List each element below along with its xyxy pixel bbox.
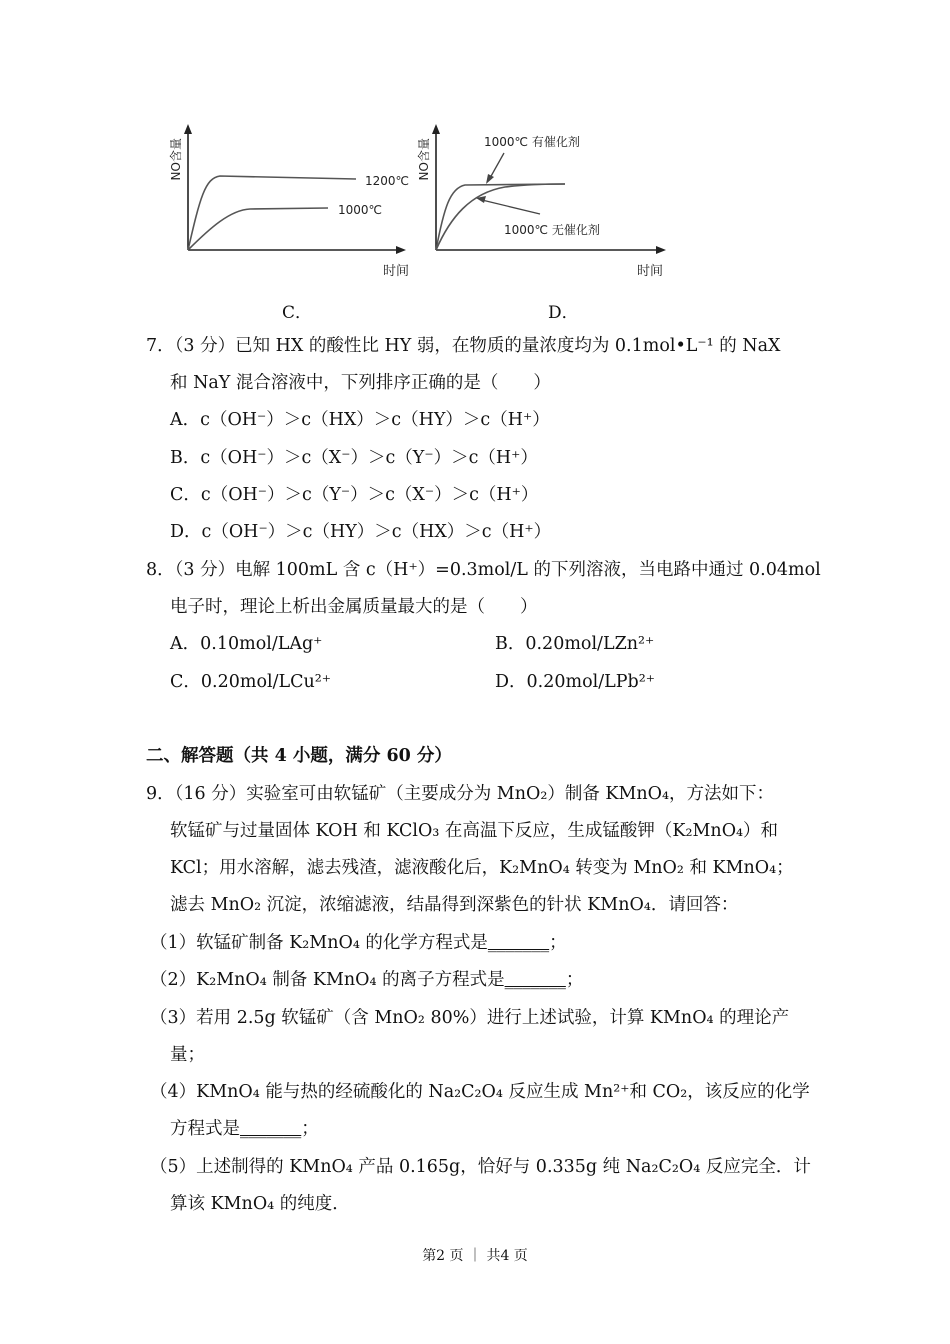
graph-c-xlabel: 时间	[383, 264, 410, 279]
q9-sub5-line2: 算该 KMnO₄ 的纯度．	[170, 1194, 350, 1214]
q9-sub4-text: 方程式是	[170, 1119, 240, 1139]
graph-d-catalyst-label: 1000℃ 有催化剂	[484, 135, 580, 149]
q9-sub1-end: ；	[549, 933, 567, 953]
q9-line4: 滤去 MnO₂ 沉淀，浓缩滤液，结晶得到深紫色的针状 KMnO₄．请回答：	[170, 895, 739, 915]
graph-d-ylabel: NO含量	[417, 138, 431, 181]
section-heading: 二、解答题（共 4 小题，满分 60 分）	[146, 746, 452, 766]
q9-line2: 软锰矿与过量固体 KOH 和 KClO₃ 在高温下反应，生成锰酸钾（K₂MnO₄）和	[170, 821, 779, 841]
graph-c-1000-label: 1000℃	[338, 203, 383, 217]
graph-d	[410, 118, 685, 288]
q9-sub4-end: ；	[301, 1119, 319, 1139]
q7-option-c: C．c（OH⁻）＞c（Y⁻）＞c（X⁻）＞c（H⁺）	[170, 485, 539, 505]
graph-d-xlabel: 时间	[637, 264, 664, 279]
q9-sub4-blank: _______	[240, 1119, 302, 1139]
caption-c: C．	[282, 303, 313, 323]
q9-sub2-text: （2）K₂MnO₄ 制备 KMnO₄ 的离子方程式是	[150, 970, 505, 990]
q9-sub4-line2	[170, 1117, 319, 1141]
q8-option-d: D．0.20mol/LPb²⁺	[495, 672, 655, 692]
graph-d-no-catalyst-label: 1000℃ 无催化剂	[504, 223, 600, 237]
q7-option-d: D．c（OH⁻）＞c（HY）＞c（HX）＞c（H⁺）	[170, 522, 552, 542]
q9-line3: KCl；用水溶解，滤去残渣，滤液酸化后，K₂MnO₄ 转变为 MnO₂ 和 KMnO₄；	[170, 858, 794, 878]
q8-option-b: B．0.20mol/LZn²⁺	[495, 634, 655, 654]
q9-sub1-blank: _______	[487, 933, 550, 953]
q9-sub2	[150, 968, 583, 992]
q9-sub1-text: （1）软锰矿制备 K₂MnO₄ 的化学方程式是	[150, 933, 488, 953]
q8-option-c: C．0.20mol/LCu²⁺	[170, 672, 332, 692]
q7-option-b: B．c（OH⁻）＞c（X⁻）＞c（Y⁻）＞c（H⁺）	[170, 448, 538, 468]
q9-sub5-line1: （5）上述制得的 KMnO₄ 产品 0.165g，恰好与 0.335g 纯 Na₂C₂O₄ 反应完全．计	[150, 1157, 811, 1177]
q9-sub3-line2: 量；	[170, 1045, 205, 1065]
q8-line2: 电子时，理论上析出金属质量最大的是（ ）	[170, 597, 538, 617]
q7-line2: 和 NaY 混合溶液中，下列排序正确的是（ ）	[170, 373, 551, 393]
q9-sub2-blank: _______	[504, 970, 566, 990]
q8-line1: 8．（3 分）电解 100mL 含 c（H⁺）=0.3mol/L 的下列溶液，当电路中通过 0.04mol	[146, 560, 821, 580]
graph-c-ylabel: NO含量	[169, 138, 183, 181]
page-footer: 第2 页 ｜ 共4 页	[422, 1248, 528, 1264]
q9-sub3-line1: （3）若用 2.5g 软锰矿（含 MnO₂ 80%）进行上述试验，计算 KMnO₄ 的理论产	[150, 1008, 790, 1028]
q8-option-a: A．0.10mol/LAg⁺	[170, 634, 323, 654]
q7-line1: 7．（3 分）已知 HX 的酸性比 HY 弱，在物质的量浓度均为 0.1mol•L⁻¹ 的 NaX	[146, 336, 781, 356]
caption-d: D．	[548, 303, 579, 323]
q9-line1: 9．（16 分）实验室可由软锰矿（主要成分为 MnO₂）制备 KMnO₄，方法如下：	[146, 784, 775, 804]
graph-c	[160, 118, 430, 288]
q9-sub2-end: ；	[565, 970, 584, 990]
graph-c-1200-label: 1200℃	[365, 174, 410, 188]
q9-sub1	[150, 931, 567, 955]
q7-option-a: A．c（OH⁻）＞c（HX）＞c（HY）＞c（H⁺）	[170, 410, 550, 430]
q9-sub4-line1: （4）KMnO₄ 能与热的经硫酸化的 Na₂C₂O₄ 反应生成 Mn²⁺和 CO₂，该反应的化学	[150, 1082, 810, 1102]
